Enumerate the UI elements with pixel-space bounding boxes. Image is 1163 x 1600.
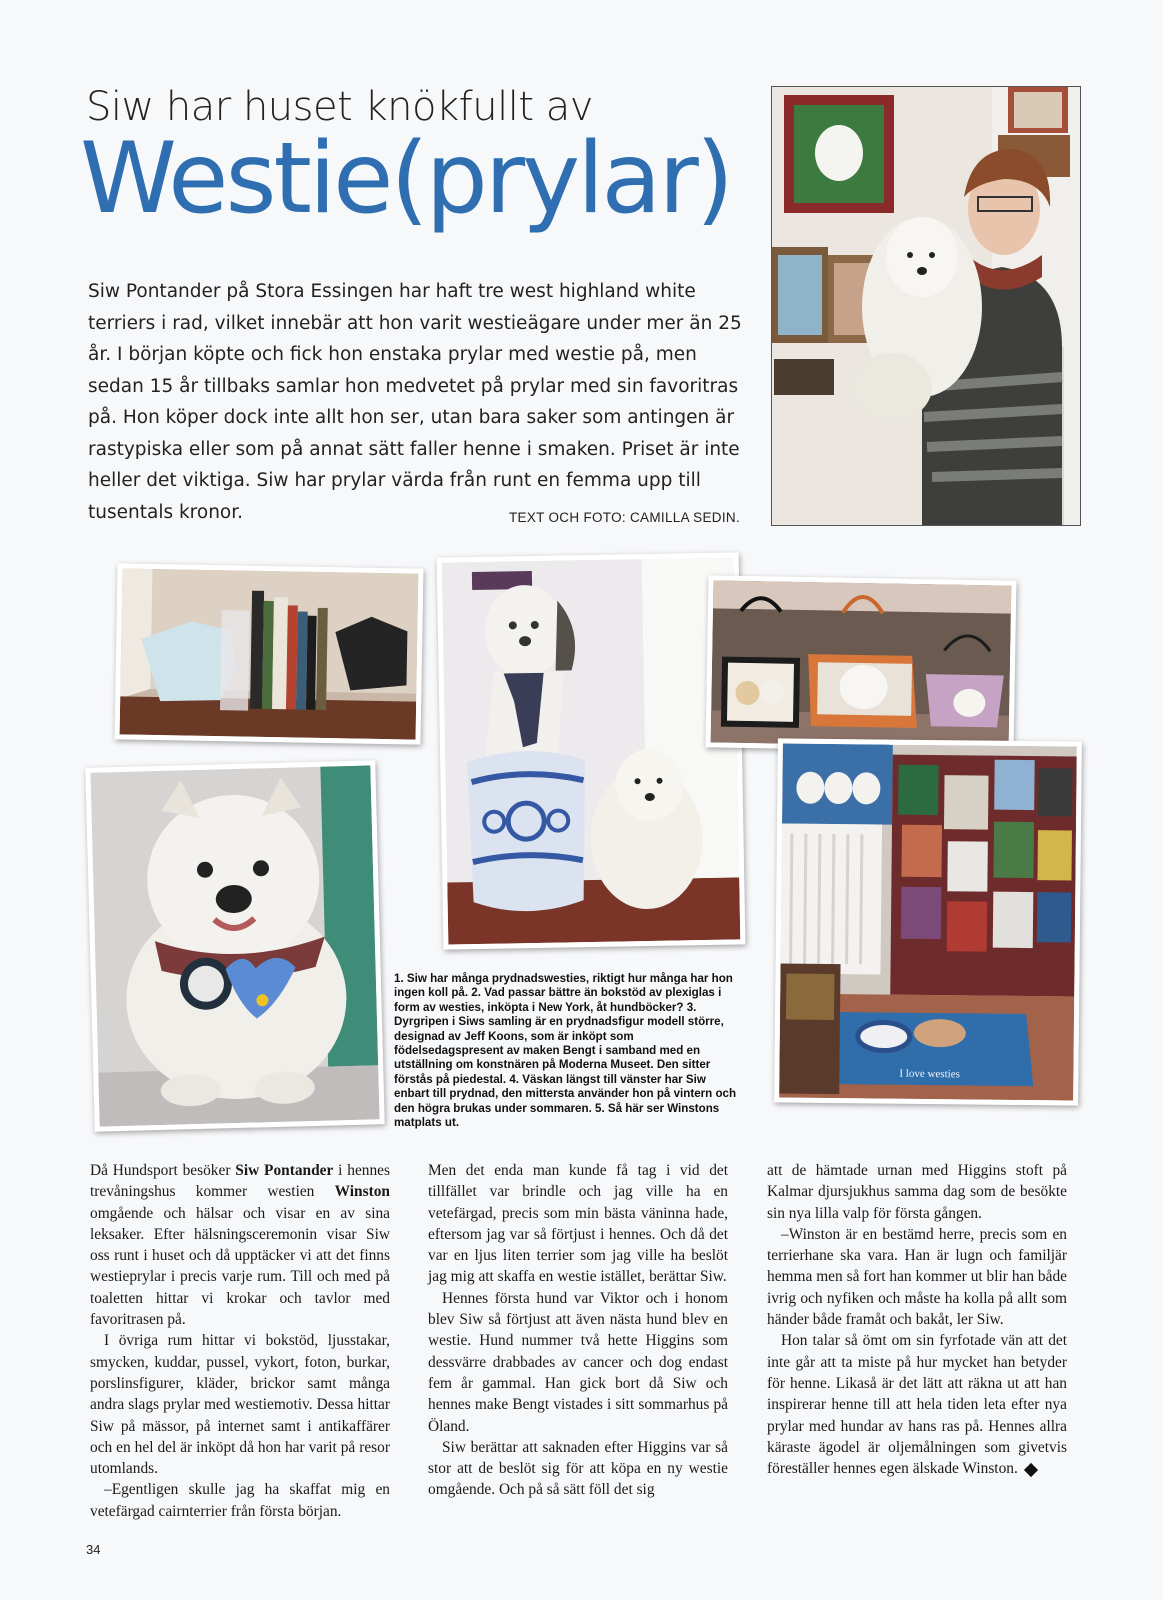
photo-caption: 1. Siw har många prydnadswesties, riktigt hur många har hon ingen koll på. 2. Vad passar bättre än bokstöd av plexiglas i form av westies, inköpta i New York, åt hundböcker? 3. Dyrgripen i Siws samling är en prydnadsfigur modell större, designad av Jeff Koons, som är inköpt som födelsedagspresent av maken Bengt i samband med en utställning om konstnären på Moderna Museet. Den sitter förstås på piedestal. 4. Väskan längst till vänster har Siw enbart till prydnad, den mittersta använder hon på vintern och den högra brukas under sommaren. 5. Så här ser Winstons matplats ut. xyxy=(394,972,737,1130)
paragraph: Hennes första hund var Viktor och i honom blev Siw så förtjust att även nästa hund blev en westie. Hund nummer två hette Higgins som dessvärre drabbades av cancer och dog endast fem år gammal. Han gick bort då Siw och hennes make Bengt vistades i sitt sommarhus på Öland. xyxy=(428,1289,728,1435)
body-column-3 xyxy=(767,1160,1067,1479)
body-column-1 xyxy=(90,1160,390,1522)
paragraph: Då Hundsport besöker Siw Pontander i hennes trevåningshus kommer westien Winston omgående och hälsar och visar en av sina leksaker. Efter hälsningsceremonin visar Siw oss runt i huset och då upptäcker vi att det finns westieprylar i precis varje rum. Till och med på toaletten hittar vi krokar och tavlor med favoritrasen på. xyxy=(90,1162,390,1329)
paragraph: Men det enda man kunde få tag i vid det tillfället var brindle och jag ville ha en vetefärgad, precis som min bästa väninna hade, eftersom jag var så förtjust i hennes. Och då det var en ljus liten terrier som jag ville ha beslöt jag mig att skaffa en westie istället, berättar Siw. xyxy=(428,1162,728,1286)
paragraph: –Egentligen skulle jag ha skaffat mig en vetefärgad cairnterrier från första början. xyxy=(90,1481,390,1520)
paragraph: –Winston är en bestämd herre, precis som en terrierhane ska vara. Han är lugn och familjär hemma men så fort han kommer ut blir han både ivrig och nyfiken och måste ha kolla på allt som händer både framåt och bakåt, ler Siw. xyxy=(767,1225,1067,1329)
photo-koons-figure xyxy=(437,552,746,949)
photo-figurine xyxy=(85,760,384,1131)
photo-credit: TEXT OCH FOTO: CAMILLA SEDIN. xyxy=(509,510,740,525)
article-headline: Westie(prylar) xyxy=(80,122,731,236)
article-lead: Siw Pontander på Stora Essingen har haft tre west highland white terriers i rad, vilket innebär att hon varit westieägare under mer än 25 år. I början köpte och fick hon enstaka prylar med westie på, men sedan 15 år tillbaks samlar hon medvetet på prylar med sin favoritras på. Hon köper dock inte allt hon ser, utan bara saker som antingen är rastypiska eller som på annat sätt faller henne i smaken. Priset är inte heller det viktiga. Siw har prylar värda från runt en femma upp till tusentals kronor. xyxy=(88,281,742,523)
paragraph: att de hämtade urnan med Higgins stoft på Kalmar djursjukhus samma dag som de besökte sin nya lilla valp för första gången. xyxy=(767,1162,1067,1222)
paragraph-last: Hon talar så ömt om sin fyrfotade vän att det inte går att ta miste på hur mycket han betyder för henne. Likaså är det lätt att räkna ut att han inspirerar henne till att hela tiden leta efter nya prylar med hundar av hans ras på. Hennes allra käraste ägodel är oljemålningen som givetvis föreställer hennes egen älskade Winston. xyxy=(767,1332,1067,1478)
hero-photo xyxy=(771,86,1081,526)
photo-bags xyxy=(706,575,1017,752)
end-mark-icon xyxy=(1024,1463,1038,1477)
paragraph: I övriga rum hittar vi bokstöd, ljusstakar, smycken, kuddar, pussel, vykort, foton, burkar, porslinsfigurer, kläder, brickor samt många andra slags prylar med westiemotiv. Dessa hittar Siw på mässor, på internet samt i antikaffärer och en hel del är inköpt då hon har varit på resor utomlands. xyxy=(90,1332,390,1478)
page-number: 34 xyxy=(86,1542,101,1557)
body-column-2 xyxy=(428,1160,728,1501)
paragraph: Siw berättar att saknaden efter Higgins var så stor att de beslöt sig för att köpa en ny westie omgående. Och på så sätt föll det sig xyxy=(428,1438,728,1499)
photo-feeding-place xyxy=(774,738,1082,1105)
article-kicker: Siw har huset knökfullt av xyxy=(86,84,593,130)
mat-text: I love westies xyxy=(899,1067,960,1081)
photo-bookends xyxy=(114,563,423,744)
